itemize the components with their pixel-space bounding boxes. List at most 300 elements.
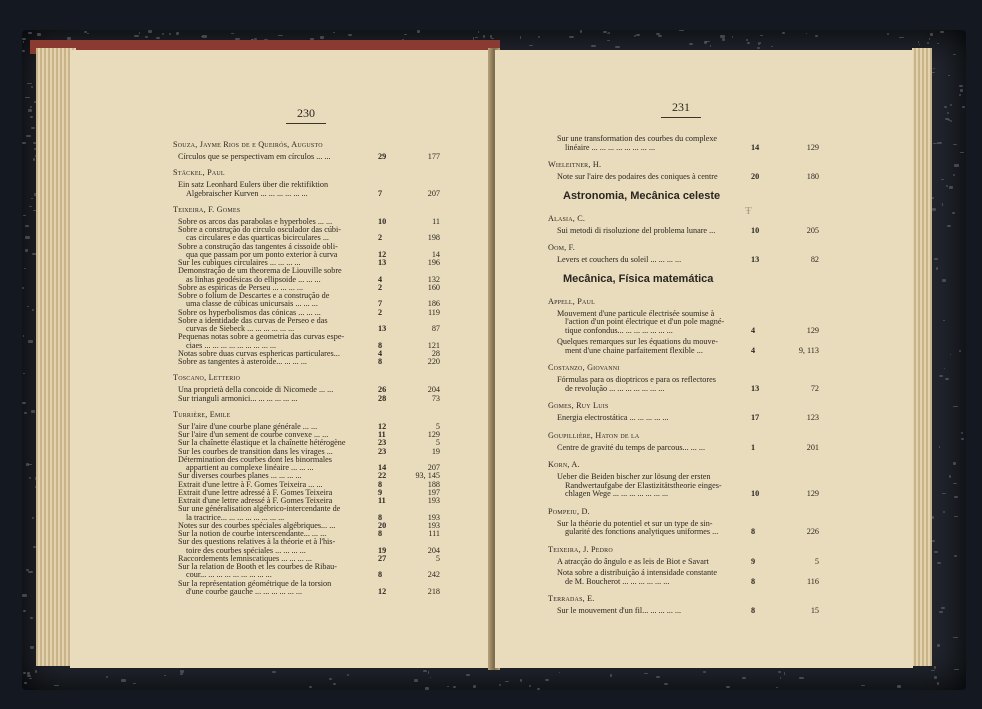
entry-title-line: de M. Boucherot ... ... ... ... ... ... — [565, 576, 670, 586]
cover-speck — [607, 33, 608, 34]
cover-speck — [272, 671, 276, 673]
volume-number: 12 — [378, 421, 387, 431]
page-reference: 87 — [431, 324, 440, 333]
cover-speck — [478, 31, 479, 33]
cover-speck — [428, 671, 429, 674]
entry-title-line: Sur l'aire d'une courbe plane générale ... ... — [178, 421, 318, 431]
cover-speck — [545, 679, 549, 681]
entry-title-line: Una proprietà della concoide di Nicomede ... ... — [178, 385, 334, 395]
volume-number: 2 — [378, 233, 383, 243]
cover-speck — [950, 104, 952, 106]
cover-speck — [961, 432, 963, 434]
volume-number: 2 — [378, 307, 383, 317]
cover-speck — [26, 463, 29, 466]
entry-title-line: de revolução ... ... ... ... ... ... ... — [565, 383, 665, 393]
volume-number: 23 — [378, 446, 387, 456]
author-name: Gomes, Ruy Luis — [548, 401, 609, 410]
entry-title-line: Centre de gravité du temps de parcous... ... ... — [557, 442, 706, 452]
entry-title-line: Extrait d'une lettre adressé à F. Gomes Teixeira — [178, 496, 333, 505]
entry-title-line: Détermination des courbes dont les binormales — [178, 454, 332, 464]
cover-speck — [949, 186, 953, 188]
cover-speck — [28, 571, 33, 574]
cover-speck — [953, 54, 957, 55]
author-name: Korn, A. — [548, 460, 580, 469]
cover-speck — [425, 687, 428, 690]
volume-number: 11 — [378, 496, 386, 505]
page-reference: 72 — [810, 383, 819, 393]
page-number: 230 — [276, 106, 336, 121]
cover-speck — [944, 368, 945, 369]
cover-speck — [22, 50, 25, 53]
cover-speck — [952, 212, 955, 213]
cover-speck — [939, 375, 942, 378]
entry-title-line: Demonstração de um theorema de Liouville sobre — [178, 266, 342, 276]
cover-speck — [943, 511, 945, 513]
volume-number: 8 — [378, 570, 383, 580]
cover-speck — [722, 38, 725, 41]
entry-title-line: ciaes ... ... ... ... ... ... ... ... ... — [186, 340, 277, 350]
volume-number: 7 — [378, 299, 383, 309]
cover-speck — [22, 594, 27, 597]
cover-speck — [941, 607, 945, 609]
cover-speck — [949, 475, 951, 478]
entry-title-line: Sobre a identidade das curvas de Perseo e das — [178, 315, 328, 325]
entry-title-line: curvas de Siebeck ... ... ... ... ... ... — [186, 324, 295, 333]
cover-speck — [33, 158, 34, 161]
volume-number: 26 — [378, 385, 387, 395]
cover-speck — [784, 672, 785, 675]
entry-title-line: linéaire ... ... ... ... ... ... ... ... — [565, 142, 656, 152]
page-reference: 19 — [431, 446, 440, 456]
page-reference: 132 — [427, 274, 440, 284]
cover-speck — [918, 41, 920, 43]
volume-number: 9 — [378, 487, 383, 497]
cover-speck — [134, 35, 139, 37]
author-name: Goupillière, Haton de la — [548, 430, 640, 440]
page-reference: 207 — [427, 463, 440, 472]
cover-speck — [591, 45, 596, 47]
cover-speck — [610, 674, 612, 677]
cover-speck — [27, 83, 32, 84]
cover-speck — [899, 37, 904, 38]
cover-speck — [950, 120, 952, 122]
volume-number: 8 — [378, 340, 383, 350]
cover-speck — [24, 682, 27, 684]
volume-number: 14 — [751, 142, 760, 152]
volume-number: 28 — [378, 393, 387, 403]
volume-number: 20 — [378, 520, 387, 530]
cover-speck — [27, 675, 31, 677]
cover-speck — [29, 678, 32, 679]
cover-speck — [776, 687, 778, 689]
cover-speck — [937, 562, 941, 564]
cover-speck — [84, 31, 86, 33]
cover-speck — [943, 320, 945, 321]
cover-speck — [35, 670, 37, 672]
author-name: Turrière, Emile — [173, 409, 231, 419]
entry-title-line: chlagen Wege ... ... ... ... ... ... ... — [565, 489, 669, 498]
cover-speck — [30, 116, 33, 118]
volume-number: 8 — [378, 512, 383, 522]
author-name: Costanzo, Giovanni — [548, 363, 620, 372]
cover-speck — [959, 350, 960, 352]
entry-title-line: Sui metodi di risoluzione del problema lunare ... — [557, 225, 716, 235]
cover-speck — [22, 38, 26, 40]
cover-speck — [636, 34, 641, 36]
cover-speck — [658, 35, 662, 37]
cover-speck — [954, 496, 958, 499]
volume-number: 10 — [751, 489, 760, 498]
cover-speck — [953, 462, 956, 465]
page-reference: 196 — [427, 258, 440, 267]
cover-speck — [106, 676, 107, 677]
cover-speck — [937, 682, 940, 685]
section-heading: Astronomia, Mecânica celeste — [563, 189, 721, 202]
volume-number: 8 — [751, 527, 756, 536]
cover-speck — [491, 38, 494, 39]
cover-speck — [644, 673, 648, 674]
page-reference: 129 — [806, 325, 819, 335]
cover-speck — [948, 75, 950, 76]
cover-speck — [960, 89, 964, 92]
pencil-mark: Ŧ — [745, 205, 752, 217]
entry-title-line: Sur diverses courbes planes ... ... ... ... — [178, 471, 302, 481]
volume-number: 12 — [378, 586, 387, 596]
entry-title-line: Sur trianguli armonici... ... ... ... ... ... — [178, 393, 298, 403]
cover-speck — [937, 142, 942, 144]
entry-title-line: cas circulares e das quarticas bicirculares ... — [186, 233, 329, 243]
cover-speck — [732, 36, 733, 38]
right-page — [495, 50, 913, 668]
cover-speck — [948, 119, 950, 121]
cover-speck — [133, 683, 137, 684]
cover-speck — [30, 617, 33, 619]
cover-speck — [927, 42, 929, 44]
volume-number: 22 — [378, 471, 387, 481]
page-reference: 220 — [427, 357, 440, 366]
page-reference: 198 — [427, 233, 440, 243]
cover-speck — [24, 268, 26, 269]
page-reference: 193 — [427, 512, 440, 522]
cover-speck — [679, 30, 684, 31]
cover-speck — [942, 493, 946, 494]
entry-title-line: Extrait d'une lettre à F. Gomes Teixeira ... ... — [178, 479, 323, 489]
cover-speck — [23, 41, 24, 43]
volume-number: 13 — [378, 324, 387, 333]
cover-speck — [942, 203, 943, 206]
volume-number: 9 — [751, 556, 756, 566]
volume-number: 8 — [378, 479, 383, 489]
entry-title-line: Sur des questions relatives à la théorie et à l'his- — [178, 537, 336, 547]
entry-title-line: Raccordements lemniscatiques ... ... ... ... — [178, 553, 312, 563]
cover-speck — [22, 142, 26, 144]
entry-title-line: Mouvement d'une particule électrisée soumise à — [557, 308, 715, 318]
page-reference: 28 — [431, 348, 440, 358]
cover-speck — [607, 40, 610, 42]
cover-speck — [953, 174, 955, 176]
entry-title-line: Sobre a construção das tangentes á cissoide obli- — [178, 241, 338, 251]
entry-title-line: Sur la représentation géométrique de la torsion — [178, 578, 332, 588]
cover-speck — [180, 673, 183, 675]
page-reference: 15 — [810, 606, 819, 615]
cover-speck — [417, 30, 420, 33]
author-name: Appell, Paul — [548, 296, 595, 306]
entry-title-line: as linhas geodésicas do ellipsoide ... ... ... — [186, 274, 321, 284]
page-reference: 116 — [807, 576, 819, 586]
cover-speck — [466, 674, 469, 676]
cover-speck — [24, 412, 28, 414]
entry-title-line: Note sur l'aire des podaires des coniques à centre — [557, 172, 718, 181]
entry-title-line: Sur les cubiques circulaires ... ... ... ... — [178, 258, 301, 267]
cover-speck — [25, 97, 29, 98]
cover-speck — [960, 152, 964, 153]
volume-number: 11 — [378, 430, 386, 439]
cover-speck — [945, 378, 948, 380]
cover-speck — [778, 671, 781, 672]
page-reference: 111 — [428, 529, 440, 538]
cover-speck — [29, 477, 30, 479]
cover-speck — [404, 34, 407, 35]
cover-speck — [942, 279, 945, 282]
entry-title-line: Quelques remarques sur les équations du mouve- — [557, 337, 718, 346]
volume-number: 8 — [751, 606, 756, 615]
cover-speck — [934, 551, 938, 554]
left-page — [70, 50, 492, 668]
cover-speck — [430, 677, 431, 678]
page-reference: 5 — [435, 438, 440, 448]
entry-title-line: la tractrice... ... ... ... ... ... ... ... — [186, 512, 285, 522]
cover-speck — [959, 94, 961, 97]
author-name: Wieleitner, H. — [548, 160, 602, 169]
cover-speck — [704, 41, 707, 44]
page-reference: 129 — [427, 430, 440, 439]
cover-speck — [23, 672, 26, 674]
page-reference: 93, 145 — [415, 471, 440, 481]
cover-speck — [333, 32, 335, 33]
cover-speck — [799, 677, 803, 679]
volume-number: 13 — [751, 383, 760, 393]
author-name: Stäckel, Paul — [173, 168, 225, 178]
cover-speck — [931, 670, 935, 671]
cover-speck — [954, 516, 958, 517]
cover-speck — [934, 676, 936, 678]
volume-number: 13 — [378, 258, 387, 267]
cover-speck — [932, 208, 936, 211]
entry-title-line: Sur une transformation des courbes du complexe — [557, 134, 718, 143]
cover-speck — [529, 45, 533, 46]
page-reference: 14 — [431, 249, 440, 259]
cover-speck — [934, 258, 938, 260]
volume-number: 23 — [378, 438, 387, 448]
cover-speck — [30, 106, 32, 108]
volume-number: 4 — [751, 345, 756, 355]
cover-speck — [940, 31, 944, 32]
page-reference: 82 — [810, 255, 819, 264]
cover-speck — [29, 206, 32, 208]
entry-title-line: Ueber die Beiden bischer zur lösung der ersten — [557, 472, 711, 481]
entry-title-line: Notas sobre duas curvas esphericas particulares... — [178, 348, 340, 358]
cover-speck — [25, 249, 28, 252]
cover-speck — [453, 686, 456, 688]
cover-speck — [320, 36, 324, 39]
cover-speck — [746, 39, 748, 41]
cover-speck — [806, 33, 807, 34]
page-reference: 218 — [427, 586, 440, 596]
volume-number: 4 — [751, 325, 756, 335]
cover-speck — [689, 43, 693, 46]
page-reference: 11 — [432, 216, 440, 226]
entry-title-line: Nota sobre a distribuição á intensidade constante — [557, 568, 718, 577]
cover-speck — [473, 685, 476, 688]
cover-speck — [615, 46, 620, 48]
volume-number: 14 — [378, 463, 387, 472]
page-reference: 204 — [427, 385, 440, 395]
cover-speck — [861, 685, 865, 686]
cover-speck — [758, 42, 760, 44]
cover-speck — [333, 683, 336, 685]
page-reference: 123 — [806, 413, 819, 422]
cover-speck — [771, 46, 773, 47]
cover-speck — [447, 686, 450, 687]
cover-speck — [559, 672, 561, 674]
cover-speck — [309, 686, 313, 688]
cover-speck — [710, 45, 711, 47]
cover-speck — [937, 644, 941, 647]
cover-speck — [887, 33, 889, 34]
entry-title-line: Sobre o folium de Descartes e a construção de — [178, 291, 330, 300]
page-reference: 193 — [427, 520, 440, 530]
cover-speck — [148, 30, 152, 33]
cover-speck — [897, 685, 901, 687]
author-name: Terradas, E. — [548, 594, 595, 603]
cover-speck — [947, 225, 951, 228]
entry-title-line: Randwertaufgabe der Elastizitätstheorie einges- — [565, 480, 722, 490]
volume-number: 8 — [751, 576, 756, 586]
page-reference: 242 — [427, 570, 440, 580]
cover-speck — [499, 684, 502, 686]
entry-title-line: uma classe de cúbicas unicursais ... ... ... — [186, 299, 318, 309]
cover-speck — [726, 686, 730, 687]
page-reference: 177 — [427, 152, 440, 161]
entry-title-line: Notes sur des courbes spéciales algébriques... ... — [178, 520, 336, 530]
cover-speck — [490, 35, 492, 38]
entry-title-line: Sur le mouvement d'un fil... ... ... ... ... — [557, 606, 682, 615]
page-reference: 5 — [435, 421, 440, 431]
cover-speck — [953, 144, 957, 145]
cover-speck — [278, 35, 283, 37]
page-reference: 129 — [806, 489, 819, 498]
cover-speck — [954, 555, 958, 556]
cover-speck — [22, 287, 24, 289]
page-reference: 73 — [431, 393, 440, 403]
cover-speck — [31, 410, 35, 413]
cover-speck — [580, 30, 582, 33]
cover-speck — [760, 35, 763, 37]
entry-title-line: cour... ... ... ... ... ... ... ... ... — [186, 570, 272, 580]
cover-speck — [31, 127, 36, 129]
cover-speck — [933, 143, 937, 144]
page-reference: 186 — [427, 299, 440, 309]
cover-speck — [483, 35, 484, 37]
cover-speck — [30, 646, 34, 649]
entry-title-line: Círculos que se perspectivam em círculos ... ... — [178, 152, 331, 161]
cover-speck — [25, 225, 29, 226]
page-reference: 207 — [427, 188, 440, 198]
cover-speck — [569, 36, 573, 38]
cover-speck — [529, 685, 531, 687]
cover-speck — [202, 35, 207, 38]
volume-number: 4 — [378, 274, 383, 284]
volume-number: 29 — [378, 152, 387, 161]
entry-title-line: Sur les courbes de transition dans les virages ... — [178, 446, 333, 456]
volume-number: 2 — [378, 282, 383, 292]
entry-title-line: Algebraischer Kurven ... ... ... ... ... ... — [186, 188, 308, 198]
page-reference: 5 — [814, 556, 819, 566]
page-reference: 197 — [427, 487, 440, 497]
page-reference: 188 — [427, 479, 440, 489]
entry-title-line: Sur la chaînette élastique et la chaînette hétérogène — [178, 438, 346, 448]
page-reference: 201 — [806, 442, 819, 452]
cover-speck — [538, 36, 540, 39]
volume-number: 10 — [378, 216, 387, 226]
page-reference: 9, 113 — [798, 345, 819, 355]
cover-speck — [28, 340, 33, 342]
cover-speck — [634, 35, 635, 37]
cover-speck — [169, 33, 171, 35]
page-block-right — [912, 48, 932, 666]
cover-speck — [176, 32, 179, 35]
volume-number: 12 — [378, 249, 387, 259]
cover-speck — [919, 44, 920, 46]
page-reference: 160 — [427, 282, 440, 292]
entry-title-line: gularité des fonctions analytiques uniformes ... — [565, 527, 719, 536]
entry-title-line: Fórmulas para os dioptricos e para os reflectores — [557, 375, 716, 384]
entry-title-line: d'une courbe gauche ... ... ... ... ... ... — [186, 586, 303, 596]
cover-speck — [87, 33, 89, 34]
cover-speck — [423, 670, 427, 672]
volume-number: 4 — [378, 348, 383, 358]
page-reference: 129 — [806, 142, 819, 152]
author-name: Alasia, C. — [548, 213, 586, 223]
cover-speck — [31, 86, 33, 87]
cover-speck — [31, 198, 34, 199]
cover-speck — [162, 33, 164, 35]
cover-speck — [757, 47, 760, 50]
cover-speck — [28, 32, 31, 33]
cover-speck — [742, 677, 745, 679]
page-reference: 193 — [427, 496, 440, 505]
entry-title-line: Sobre os arcos das parabolas e hyperboles ... ... — [178, 216, 333, 226]
cover-speck — [505, 681, 509, 683]
cover-speck — [25, 236, 30, 239]
cover-speck — [23, 215, 26, 216]
author-name: Souza, Jayme Rios de e Queirós, Augusto — [173, 140, 323, 149]
cover-speck — [537, 688, 541, 691]
cover-speck — [139, 32, 141, 34]
cover-speck — [939, 446, 940, 448]
cover-speck — [121, 679, 126, 682]
entry-title-line: tique confondus... ... ... ... ... ... ... — [565, 325, 673, 335]
volume-number: 20 — [751, 172, 760, 181]
cover-speck — [941, 179, 943, 180]
entry-title-line: Sur la notion de courbe interscendante... ... ... — [178, 529, 327, 538]
volume-number: 8 — [378, 529, 383, 538]
cover-speck — [145, 36, 148, 39]
cover-speck — [934, 666, 936, 669]
author-name: Teixeira, J. Pedro — [548, 544, 613, 554]
cover-speck — [348, 34, 352, 36]
entry-title-line: appartient au complexe linéaire ... ... ... — [186, 463, 314, 472]
